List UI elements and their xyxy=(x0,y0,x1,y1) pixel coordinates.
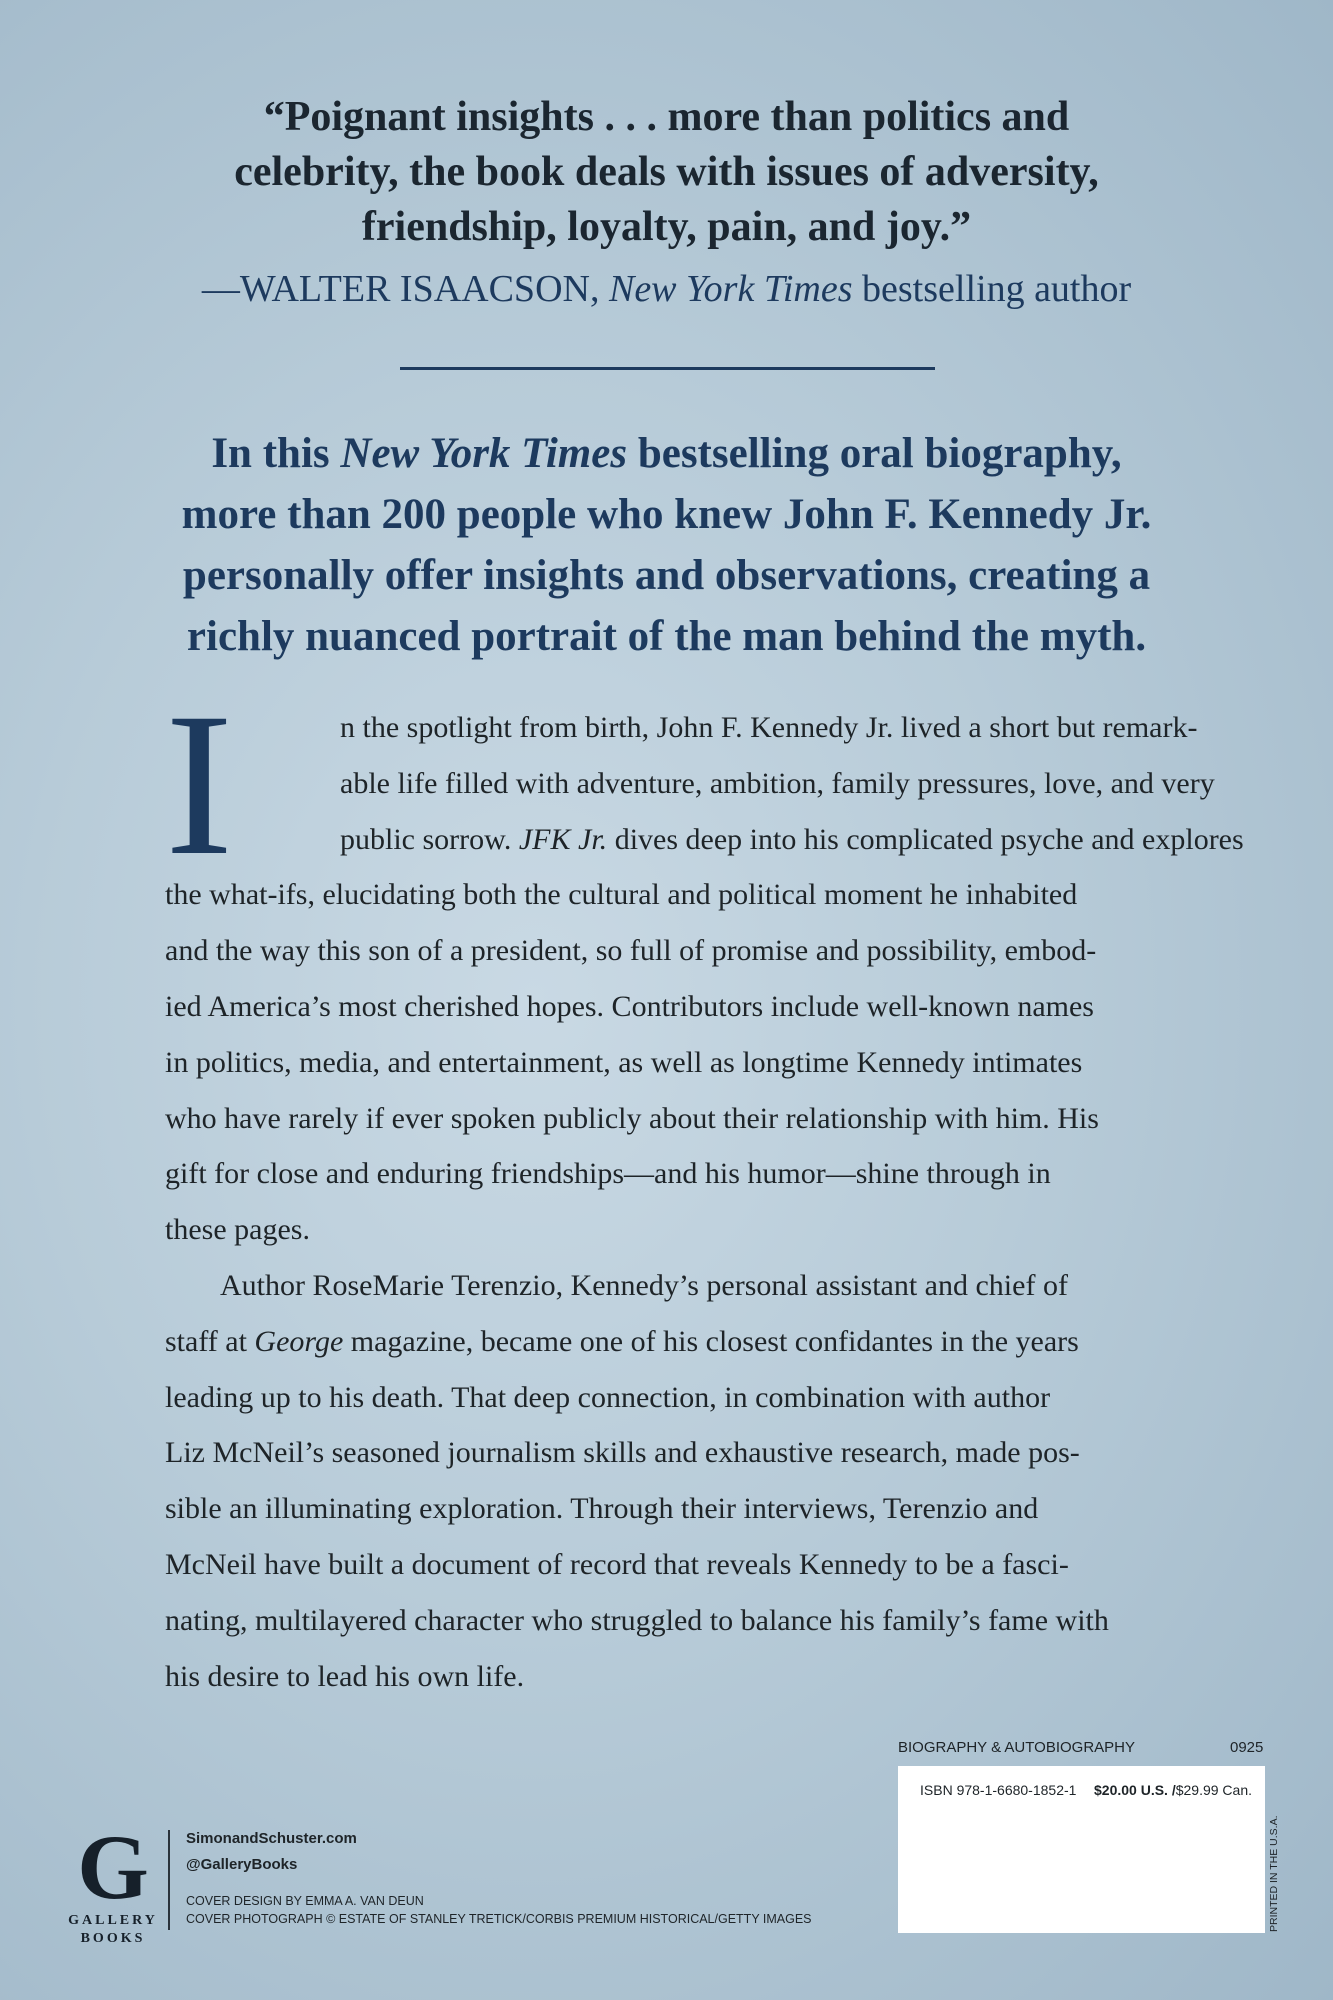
body-line: in politics, media, and entertainment, as well as longtime Kennedy intimates xyxy=(165,1045,1083,1079)
printed-in-usa: PRINTED IN THE U.S.A. xyxy=(1268,1815,1280,1932)
body-line: Liz McNeil’s seasoned journalism skills and exhaustive research, made pos- xyxy=(165,1436,1080,1470)
category-code: 0925 xyxy=(1230,1739,1264,1756)
body-line: sible an illuminating exploration. Through their interviews, Terenzio and xyxy=(165,1492,1039,1526)
body-line: leading up to his death. That deep connection, in combination with author xyxy=(165,1380,1051,1414)
body-line: McNeil have built a document of record that reveals Kennedy to be a fasci- xyxy=(165,1547,1069,1581)
price xyxy=(1094,1782,1252,1798)
logo-divider xyxy=(168,1830,170,1930)
body-line: public sorrow. JFK Jr. dives deep into his complicated psyche and explores xyxy=(340,822,1244,856)
body-line: able life filled with adventure, ambition, family pressures, love, and very xyxy=(340,766,1215,800)
body-line: nating, multilayered character who struggled to balance his family’s fame with xyxy=(165,1603,1109,1637)
body-line: his desire to lead his own life. xyxy=(165,1659,525,1693)
body-line: ied America’s most cherished hopes. Contributors include well-known names xyxy=(165,989,1094,1023)
quote-line: celebrity, the book deals with issues of adversity, xyxy=(234,149,1099,195)
headline-line: more than 200 people who knew John F. Kennedy Jr. xyxy=(181,491,1152,538)
body-copy xyxy=(165,671,1244,1704)
website-link[interactable]: SimonandSchuster.com xyxy=(186,1830,357,1847)
logo-text: GALLERY xyxy=(68,1913,158,1928)
body-line: n the spotlight from birth, John F. Kennedy Jr. lived a short but remark- xyxy=(340,711,1198,744)
drop-cap: I xyxy=(165,671,234,898)
quote-attribution: —WALTER ISAACSON, New York Times bestselling author xyxy=(201,268,1132,310)
headline-line: richly nuanced portrait of the man behind the myth. xyxy=(186,613,1147,660)
body-line: staff at George magazine, became one of his closest confidantes in the years xyxy=(165,1324,1079,1358)
social-handle[interactable]: @GalleryBooks xyxy=(186,1856,298,1873)
logo-letter: G xyxy=(77,1816,149,1918)
body-line: these pages. xyxy=(165,1213,310,1247)
body-line: Author RoseMarie Terenzio, Kennedy’s personal assistant and chief of xyxy=(220,1268,1068,1302)
quote-line: “Poignant insights . . . more than politics and xyxy=(263,94,1070,140)
publisher-contact xyxy=(186,1826,357,1878)
design-credit: COVER DESIGN BY EMMA A. VAN DEUN xyxy=(186,1894,424,1908)
photo-credit: COVER PHOTOGRAPH © ESTATE OF STANLEY TRETICK/CORBIS PREMIUM HISTORICAL/GETTY IMAGES xyxy=(186,1912,812,1926)
book-category: BIOGRAPHY & AUTOBIOGRAPHY xyxy=(898,1739,1136,1756)
cover-credits xyxy=(186,1892,812,1928)
divider-rule xyxy=(400,367,935,370)
price-can: $29.99 Can. xyxy=(1175,1782,1253,1798)
body-line: the what-ifs, elucidating both the cultural and political moment he inhabited xyxy=(165,878,1078,912)
gallery-books-logo xyxy=(68,1816,158,1948)
body-line: who have rarely if ever spoken publicly about their relationship with him. His xyxy=(165,1101,1099,1135)
blurb-quote xyxy=(120,90,1213,255)
body-line: gift for close and enduring friendships—and his humor—shine through in xyxy=(165,1157,1051,1191)
price-us: $20.00 U.S. / xyxy=(1094,1782,1176,1798)
quote-line: friendship, loyalty, pain, and joy.” xyxy=(361,204,972,250)
headline xyxy=(150,423,1183,667)
headline-line: personally offer insights and observations, creating a xyxy=(182,552,1151,599)
logo-text: BOOKS xyxy=(80,1931,146,1946)
headline-line: In this New York Times bestselling oral biography, xyxy=(211,430,1122,477)
body-line: and the way this son of a president, so full of promise and possibility, embod- xyxy=(165,934,1097,968)
isbn: ISBN 978-1-6680-1852-1 xyxy=(920,1782,1077,1798)
